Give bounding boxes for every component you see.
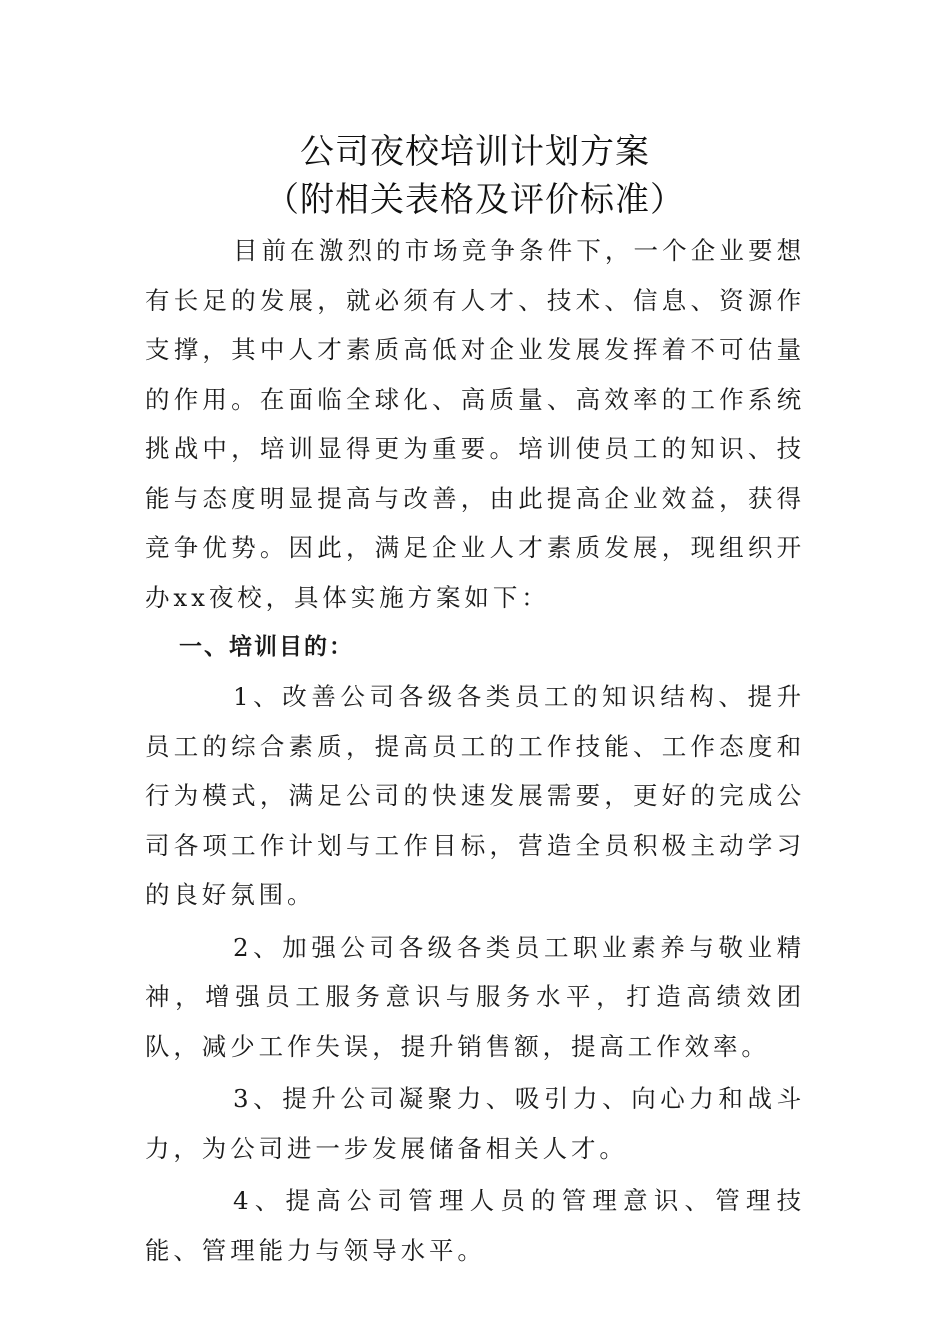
document-body — [145, 226, 805, 1278]
list-item: 1、改善公司各级各类员工的知识结构、提升员工的综合素质，提高员工的工作技能、工作态度和行为模式，满足公司的快速发展需要，更好的完成公司各项工作计划与工作目标，营造全员积极主动学习的良好氛围。 — [145, 682, 805, 909]
document-title: 公司夜校培训计划方案 — [300, 132, 650, 172]
section-heading: 一、培训目的： — [179, 634, 354, 660]
document-subtitle: （附相关表格及评价标准） — [265, 180, 685, 220]
intro-paragraph: 目前在激烈的市场竞争条件下，一个企业要想有长足的发展，就必须有人才、技术、信息、资源作支撑，其中人才素质高低对企业发展发挥着不可估量的作用。在面临全球化、高质量、高效率的工作系统挑战中，培训显得更为重要。培训使员工的知识、技能与态度明显提高与改善，由此提高企业效益，获得竞争优势。因此，满足企业人才素质发展，现组织开办xx夜校，具体实施方案如下： — [145, 236, 805, 612]
list-item: 2、加强公司各级各类员工职业素养与敬业精神，增强员工服务意识与服务水平，打造高绩效团队，减少工作失误，提升销售额，提高工作效率。 — [145, 932, 805, 1061]
list-item: 3、提升公司凝聚力、吸引力、向心力和战斗力，为公司进一步发展储备相关人才。 — [145, 1084, 805, 1163]
list-item: 4、提高公司管理人员的管理意识、管理技能、管理能力与领导水平。 — [145, 1186, 805, 1265]
